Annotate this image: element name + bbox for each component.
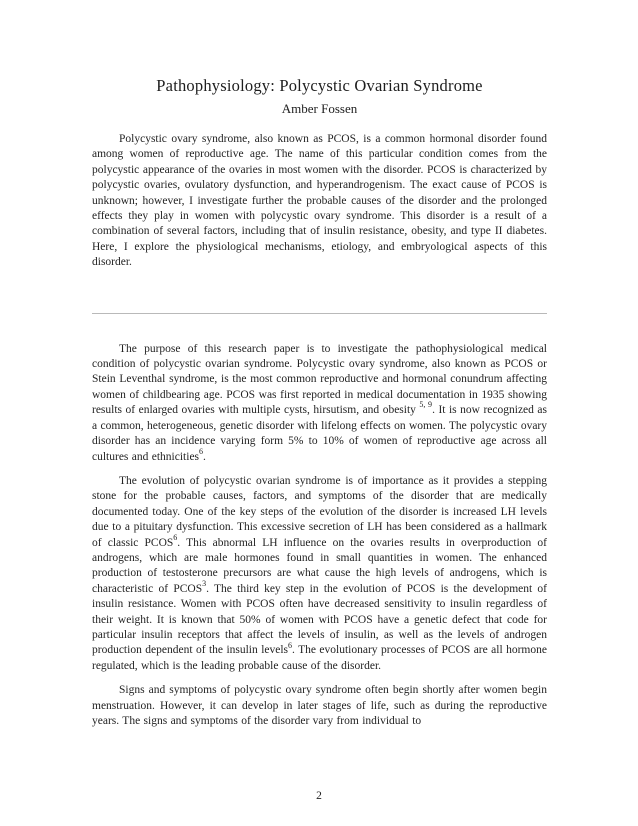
author-name: Amber Fossen	[281, 101, 358, 116]
body-paragraph	[92, 342, 547, 465]
paragraph-text: . It is now recognized as a common, heterogeneous, genetic disorder with lifelong effects on women. The polycystic ovary disorder has an incidence varying form 5% to 10% of women of reproductive age across all cultures and ethnicities	[92, 404, 547, 463]
section-divider	[92, 313, 547, 314]
page-title: Pathophysiology: Polycystic Ovarian Syndrome	[156, 76, 483, 95]
paragraph-text: . The evolutionary processes of PCOS are all hormone regulated, which is the leading probable cause of the disorder.	[92, 644, 547, 672]
citation-superscript: 5, 9	[419, 400, 433, 410]
citation-superscript: 3	[202, 578, 207, 588]
body-paragraph	[92, 474, 547, 674]
paragraph-text: . The third key step in the evolution of PCOS is the development of insulin resistance. Women with PCOS often have decreased sensitivity to insulin regardless of their weight. It is known that 50% of women with PCOS have a genetic defect that code for particular insulin receptors that affect the levels of insulin, as well as the levels of androgen production dependent of the insulin levels	[92, 582, 548, 657]
paragraph-text: Signs and symptoms of polycystic ovary syndrome often begin shortly after women begin menstruation. However, it can develop in later stages of life, such as during the reproductive years. The signs and symptoms of the disorder vary from individual to	[92, 684, 547, 727]
citation-superscript: 6	[288, 640, 293, 650]
paragraph-text: .	[203, 450, 206, 463]
citation-superscript: 6	[199, 446, 204, 456]
paragraph-text: The purpose of this research paper is to investigate the pathophysiological medical condition of polycystic ovarian syndrome. Polycystic ovary syndrome, also known as PCOS or Stein Leventhal syndrome, is the most common reproductive and hormonal conundrum affecting women of childbearing age. PCOS was first reported in medical documentation in 1935 showing results of enlarged ovaries with multiple cysts, hirsutism, and obesity	[92, 342, 547, 417]
body-paragraph	[92, 683, 547, 729]
page-number: 2	[316, 790, 322, 802]
citation-superscript: 6	[173, 532, 178, 542]
paragraph-text: The evolution of polycystic ovarian syndrome is of importance as it provides a stepping stone for the probable causes, factors, and symptoms of the disorder that are medically documented today. One of the key steps of the evolution of the disorder is increased LH levels due to a pituitary dysfunction. This excessive secretion of LH has been considered as a hallmark of classic PCOS	[92, 474, 547, 549]
body-paragraphs	[92, 342, 547, 730]
abstract-paragraph: Polycystic ovary syndrome, also known as PCOS, is a common hormonal disorder found among women of reproductive age. The name of this particular condition comes from the polycystic appearance of the ovaries in most women with the disorder. PCOS is characterized by polycystic ovaries, ovulatory dysfunction, and hyperandrogenism. The exact cause of PCOS is unknown; however, I investigate further the probable causes of the disorder and the prolonged effects they play in women with polycystic ovary syndrome. This disorder is a result of a combination of several factors, including that of insulin resistance, obesity, and type II diabetes. Here, I explore the physiological mechanisms, etiology, and embryological aspects of this disorder.	[92, 133, 547, 269]
page-content	[92, 0, 547, 729]
paragraph-text: . This abnormal LH influence on the ovaries results in overproduction of androgens, which are male hormones found in small quantities in women. The enhanced production of testosterone precursors are what cause the high levels of androgens, which is characteristic of PCOS	[92, 536, 548, 595]
